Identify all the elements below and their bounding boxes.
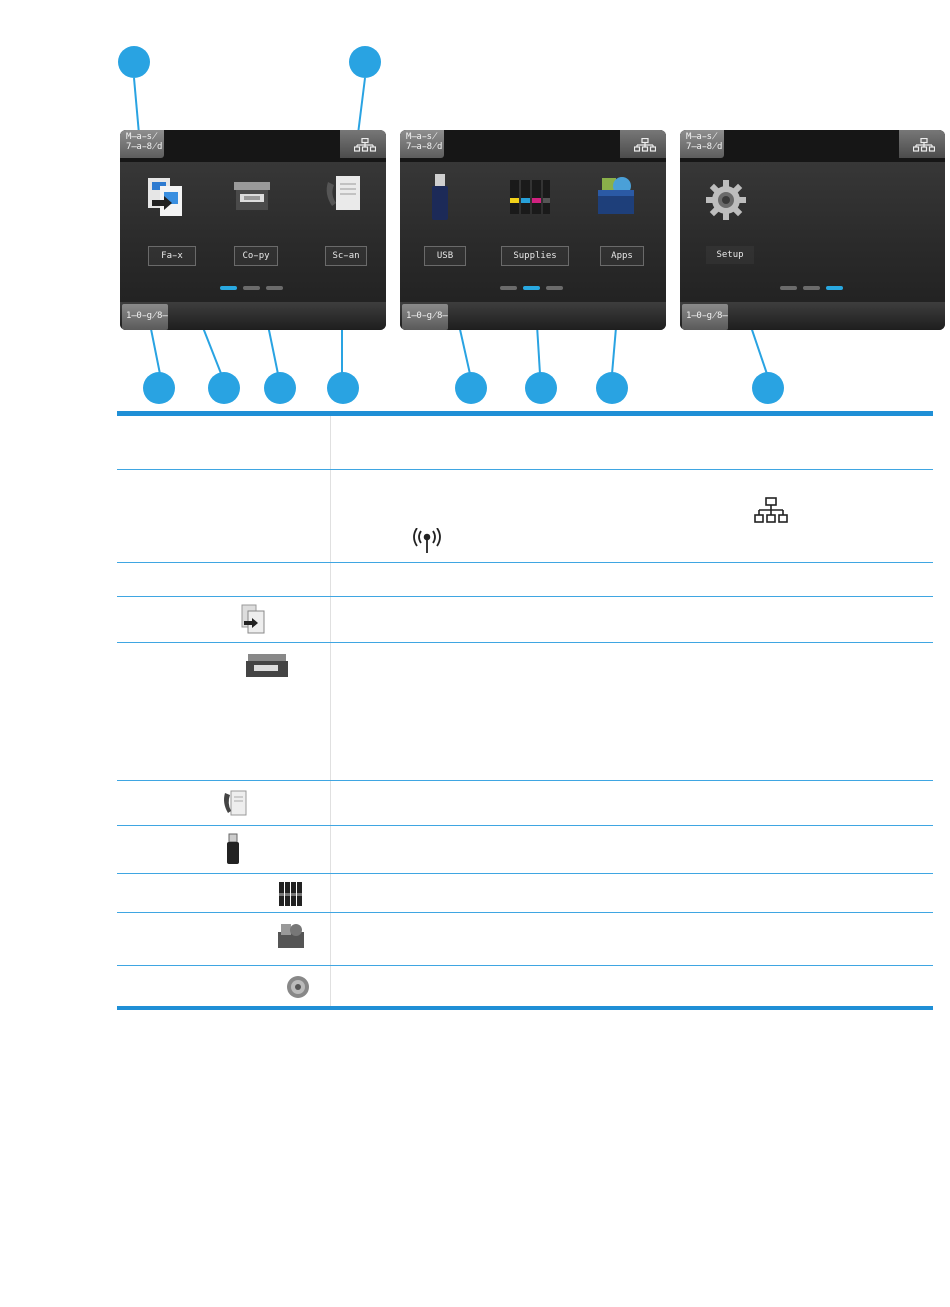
app-label-fax[interactable]: Fa̵x	[148, 246, 196, 266]
copy-icon[interactable]	[146, 174, 186, 218]
supplies-icon	[278, 881, 304, 907]
page-indicator	[220, 286, 283, 290]
scan-icon[interactable]	[232, 178, 272, 216]
callout-1	[118, 46, 150, 78]
table-row-divider	[117, 965, 933, 966]
table-row-divider	[117, 642, 933, 643]
table-top-rule	[117, 411, 933, 416]
apps-icon	[276, 922, 306, 950]
table-row-divider	[117, 469, 933, 470]
usb-icon	[226, 833, 240, 865]
home-button[interactable]: M̶a̵s̸ 7̶a̵8̸d	[680, 130, 724, 158]
callout-6	[327, 372, 359, 404]
control-panel-screen-3	[680, 130, 945, 330]
app-label-setup[interactable]: Setup	[706, 246, 754, 264]
page-indicator	[500, 286, 563, 290]
callout-8	[525, 372, 557, 404]
apps-icon[interactable]	[596, 174, 636, 218]
table-row-divider	[117, 780, 933, 781]
fax-icon[interactable]	[324, 174, 364, 222]
app-label-copy[interactable]: Co̵py	[234, 246, 278, 266]
table-column-separator	[330, 416, 331, 1006]
usb-icon[interactable]	[430, 172, 450, 224]
table-row-divider	[117, 912, 933, 913]
help-button[interactable]: 1̶0̵g̸8̶	[402, 304, 448, 330]
network-icon	[913, 138, 935, 152]
network-icon	[754, 497, 788, 525]
callout-3	[143, 372, 175, 404]
home-button[interactable]: M̶a̵s̸ 7̶a̵8̸d	[120, 130, 164, 158]
network-button[interactable]	[899, 130, 945, 158]
callout-4	[208, 372, 240, 404]
table-row-divider	[117, 562, 933, 563]
app-label-usb[interactable]: USB	[424, 246, 466, 266]
callout-10	[752, 372, 784, 404]
network-button[interactable]	[340, 130, 386, 158]
network-button[interactable]	[620, 130, 666, 158]
network-icon	[354, 138, 376, 152]
app-label-scan[interactable]: Sc̵an	[325, 246, 367, 266]
table-bottom-rule	[117, 1006, 933, 1010]
setup-icon[interactable]	[706, 180, 746, 220]
callout-2	[349, 46, 381, 78]
wireless-icon	[412, 528, 442, 554]
table-row-divider	[117, 825, 933, 826]
table-row-divider	[117, 596, 933, 597]
control-panel-screen-1	[120, 130, 386, 330]
page-indicator	[780, 286, 843, 290]
fax-icon	[222, 789, 248, 819]
callout-9	[596, 372, 628, 404]
setup-icon	[285, 974, 311, 1000]
table-row-divider	[117, 873, 933, 874]
help-button[interactable]: 1̶0̵g̸8̶	[122, 304, 168, 330]
app-label-apps[interactable]: Apps	[600, 246, 644, 266]
supplies-icon[interactable]	[508, 178, 552, 218]
callout-5	[264, 372, 296, 404]
network-icon	[634, 138, 656, 152]
scan-icon	[244, 652, 290, 680]
home-button[interactable]: M̶a̵s̸ 7̶a̵8̸d	[400, 130, 444, 158]
callout-7	[455, 372, 487, 404]
app-label-supplies[interactable]: Supplies	[501, 246, 569, 266]
help-button[interactable]: 1̶0̵g̸8̶	[682, 304, 728, 330]
control-panel-screen-2	[400, 130, 666, 330]
copy-icon	[240, 603, 266, 635]
